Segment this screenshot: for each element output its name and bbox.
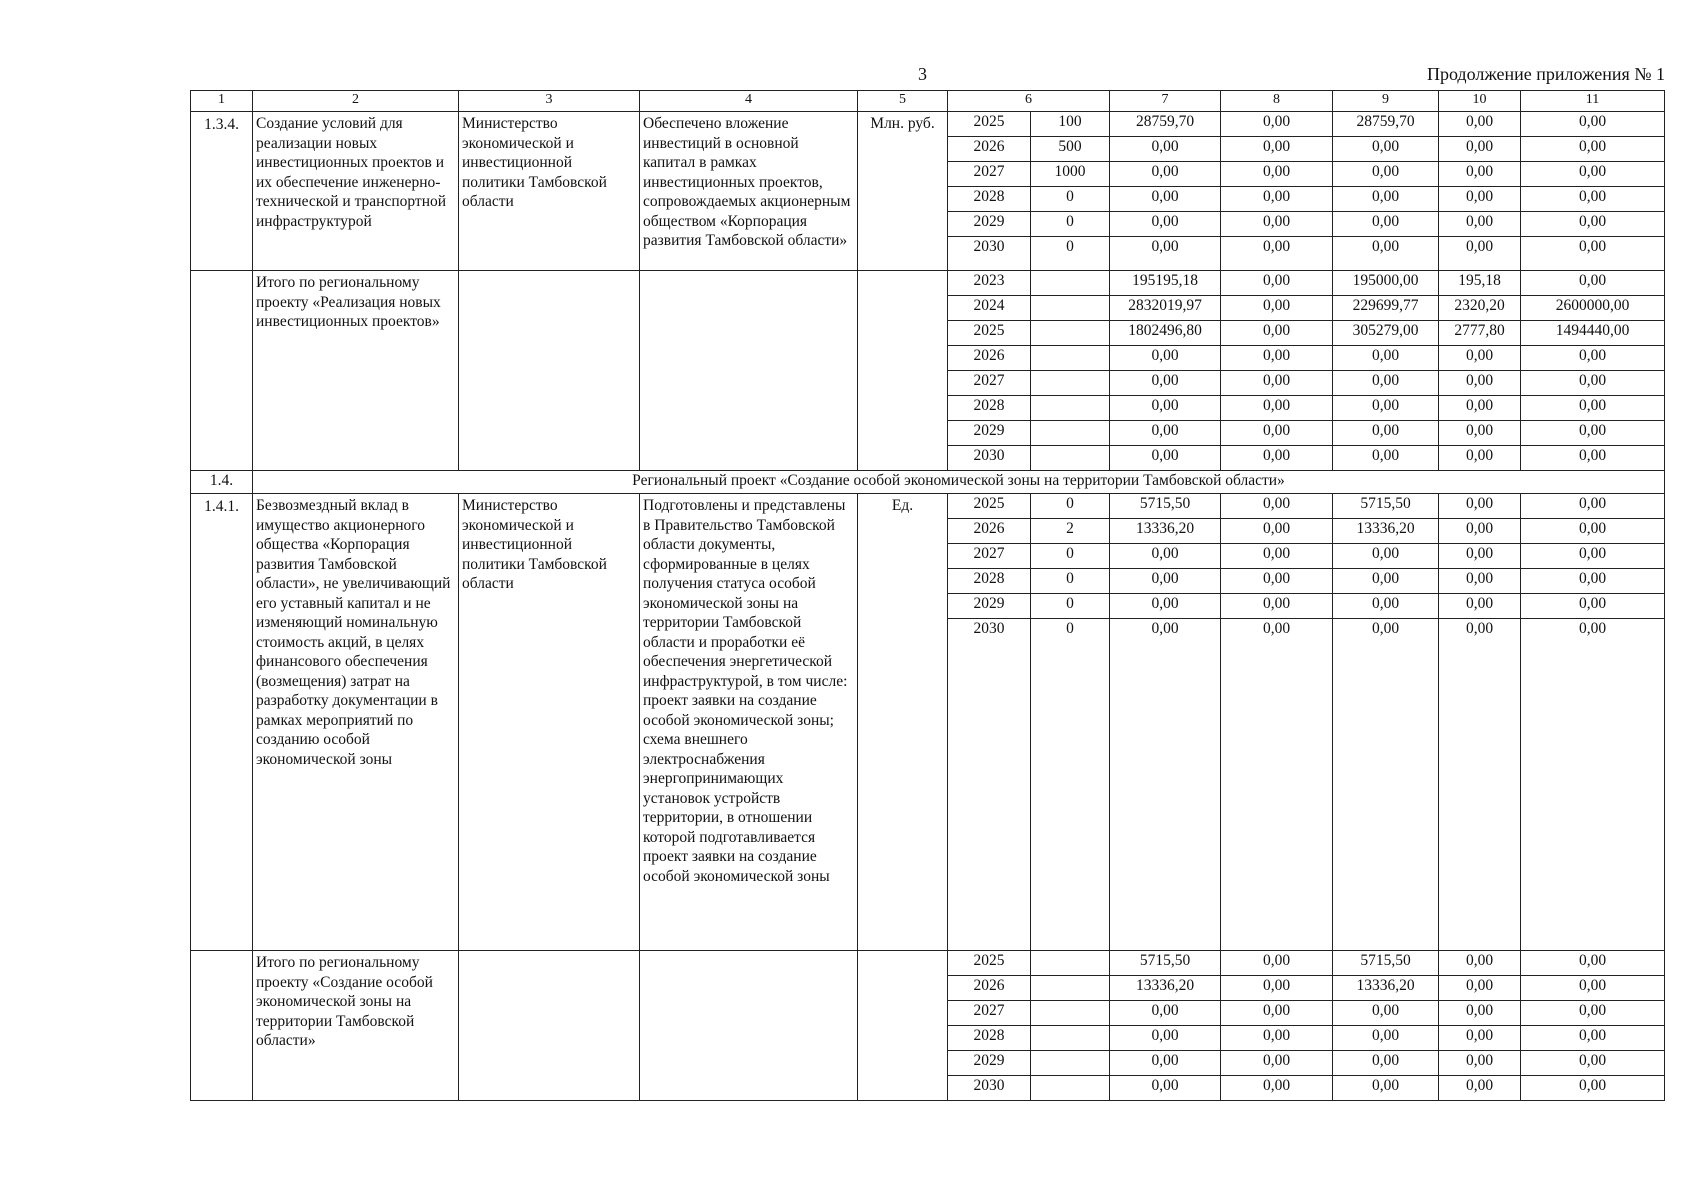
total-cell: 0,00 [1110,1001,1221,1026]
year-cell: 2029 [948,1051,1031,1076]
regional-cell: 0,00 [1333,237,1439,271]
year-cell: 2027 [948,1001,1031,1026]
total-cell: 0,00 [1110,237,1221,271]
page-number: 3 [918,64,927,84]
column-header: 3 [459,91,640,112]
federal-cell: 0,00 [1221,1026,1333,1051]
regional-cell: 0,00 [1333,187,1439,212]
regional-cell: 229699,77 [1333,296,1439,321]
indicator-value [1031,371,1110,396]
federal-cell: 0,00 [1221,346,1333,371]
federal-cell: 0,00 [1221,1076,1333,1101]
federal-cell: 0,00 [1221,112,1333,137]
local-cell: 0,00 [1439,446,1521,471]
year-cell: 2030 [948,237,1031,271]
extra-cell: 0,00 [1521,569,1665,594]
total-cell: 0,00 [1110,1076,1221,1101]
federal-cell: 0,00 [1221,594,1333,619]
local-cell: 0,00 [1439,569,1521,594]
federal-cell: 0,00 [1221,951,1333,976]
total-cell: 0,00 [1110,187,1221,212]
year-cell: 2029 [948,212,1031,237]
indicator-value [1031,421,1110,446]
indicator-value [1031,321,1110,346]
extra-cell: 0,00 [1521,137,1665,162]
unit [858,271,948,471]
year-cell: 2026 [948,519,1031,544]
extra-cell: 0,00 [1521,951,1665,976]
federal-cell: 0,00 [1221,976,1333,1001]
result [640,271,858,471]
section-code: 1.4. [191,471,253,494]
column-header: 4 [640,91,858,112]
total-cell: 1802496,80 [1110,321,1221,346]
total-cell: 0,00 [1110,346,1221,371]
indicator-value [1031,271,1110,296]
local-cell: 0,00 [1439,1001,1521,1026]
indicator-value: 0 [1031,187,1110,212]
regional-cell: 0,00 [1333,1076,1439,1101]
event-name: Итого по региональному проекту «Создание особой экономической зоны на территории Тамбовской области» [253,951,459,1101]
extra-cell: 2600000,00 [1521,296,1665,321]
year-cell: 2025 [948,112,1031,137]
column-header: 2 [253,91,459,112]
regional-cell: 0,00 [1333,544,1439,569]
column-header: 8 [1221,91,1333,112]
table-row [191,951,1665,976]
result: Обеспечено вложение инвестиций в основной капитал в рамках инвестиционных проектов, сопровождаемых акционерным обществом «Корпорация развития Тамбовской области» [640,112,858,271]
extra-cell: 0,00 [1521,421,1665,446]
extra-cell: 0,00 [1521,519,1665,544]
total-cell: 5715,50 [1110,494,1221,519]
extra-cell: 0,00 [1521,976,1665,1001]
year-cell: 2026 [948,137,1031,162]
federal-cell: 0,00 [1221,1001,1333,1026]
indicator-value: 2 [1031,519,1110,544]
table-row [191,494,1665,519]
executor [459,271,640,471]
year-cell: 2027 [948,162,1031,187]
regional-cell: 0,00 [1333,1051,1439,1076]
continuation-label: Продолжение приложения № 1 [1426,64,1665,84]
column-header: 9 [1333,91,1439,112]
federal-cell: 0,00 [1221,544,1333,569]
row-code: 1.4.1. [191,494,253,951]
extra-cell: 0,00 [1521,187,1665,212]
year-cell: 2027 [948,371,1031,396]
year-cell: 2029 [948,594,1031,619]
regional-cell: 0,00 [1333,162,1439,187]
total-cell: 0,00 [1110,137,1221,162]
total-cell: 0,00 [1110,446,1221,471]
event-name: Итого по региональному проекту «Реализация новых инвестиционных проектов» [253,271,459,471]
total-cell: 5715,50 [1110,951,1221,976]
extra-cell: 0,00 [1521,212,1665,237]
regional-cell: 5715,50 [1333,951,1439,976]
total-cell: 0,00 [1110,544,1221,569]
indicator-value: 1000 [1031,162,1110,187]
total-cell: 0,00 [1110,1026,1221,1051]
unit: Млн. руб. [858,112,948,271]
result: Подготовлены и представлены в Правительство Тамбовской области документы, сформированные в целях получения статуса особой экономической зоны на территории Тамбовской области и проработки её обеспечения энергетической инфраструктурой, в том числе: проект заявки на создание особой экономической зоны; схема внешнего электроснабжения энергопринимающих установок устройств территории, в отношении которой подготавливается проект заявки на создание особой экономической зоны [640,494,858,951]
regional-cell: 0,00 [1333,396,1439,421]
local-cell: 0,00 [1439,371,1521,396]
regional-cell: 0,00 [1333,346,1439,371]
indicator-value [1031,446,1110,471]
federal-cell: 0,00 [1221,187,1333,212]
local-cell: 0,00 [1439,237,1521,271]
local-cell: 0,00 [1439,346,1521,371]
row-code: 1.3.4. [191,112,253,271]
year-cell: 2023 [948,271,1031,296]
federal-cell: 0,00 [1221,237,1333,271]
indicator-value [1031,1076,1110,1101]
indicator-value: 0 [1031,212,1110,237]
local-cell: 0,00 [1439,544,1521,569]
column-header: 1 [191,91,253,112]
local-cell: 0,00 [1439,976,1521,1001]
result [640,951,858,1101]
total-cell: 0,00 [1110,421,1221,446]
table-row [191,112,1665,137]
federal-cell: 0,00 [1221,494,1333,519]
local-cell: 2777,80 [1439,321,1521,346]
extra-cell: 0,00 [1521,619,1665,951]
executor: Министерство экономической и инвестиционной политики Тамбовской области [459,112,640,271]
federal-cell: 0,00 [1221,569,1333,594]
indicator-value [1031,396,1110,421]
extra-cell: 0,00 [1521,112,1665,137]
total-cell: 0,00 [1110,162,1221,187]
local-cell: 0,00 [1439,212,1521,237]
local-cell: 0,00 [1439,112,1521,137]
extra-cell: 0,00 [1521,371,1665,396]
extra-cell: 0,00 [1521,494,1665,519]
total-cell: 28759,70 [1110,112,1221,137]
regional-cell: 0,00 [1333,1026,1439,1051]
indicator-value [1031,346,1110,371]
unit [858,951,948,1101]
local-cell: 0,00 [1439,1076,1521,1101]
year-cell: 2024 [948,296,1031,321]
regional-cell: 0,00 [1333,371,1439,396]
regional-cell: 0,00 [1333,619,1439,951]
budget-table [190,90,1665,1101]
federal-cell: 0,00 [1221,619,1333,951]
federal-cell: 0,00 [1221,519,1333,544]
local-cell: 0,00 [1439,137,1521,162]
executor [459,951,640,1101]
executor: Министерство экономической и инвестиционной политики Тамбовской области [459,494,640,951]
event-name: Создание условий для реализации новых инвестиционных проектов и их обеспечение инженерно-технической и транспортной инфраструктурой [253,112,459,271]
indicator-value: 0 [1031,594,1110,619]
indicator-value: 0 [1031,569,1110,594]
indicator-value [1031,296,1110,321]
local-cell: 0,00 [1439,519,1521,544]
local-cell: 0,00 [1439,396,1521,421]
local-cell: 0,00 [1439,1051,1521,1076]
extra-cell: 0,00 [1521,544,1665,569]
extra-cell: 0,00 [1521,1026,1665,1051]
row-code [191,951,253,1101]
total-cell: 2832019,97 [1110,296,1221,321]
regional-cell: 0,00 [1333,569,1439,594]
regional-cell: 0,00 [1333,421,1439,446]
table-row [191,271,1665,296]
section-title: Региональный проект «Создание особой экономической зоны на территории Тамбовской области» [253,471,1665,494]
regional-cell: 0,00 [1333,137,1439,162]
indicator-value [1031,1051,1110,1076]
federal-cell: 0,00 [1221,296,1333,321]
unit: Ед. [858,494,948,951]
extra-cell: 0,00 [1521,1051,1665,1076]
year-cell: 2029 [948,421,1031,446]
extra-cell: 0,00 [1521,1076,1665,1101]
regional-cell: 28759,70 [1333,112,1439,137]
local-cell: 0,00 [1439,494,1521,519]
local-cell: 0,00 [1439,619,1521,951]
year-cell: 2028 [948,1026,1031,1051]
extra-cell: 0,00 [1521,396,1665,421]
indicator-value [1031,1001,1110,1026]
total-cell: 0,00 [1110,594,1221,619]
year-cell: 2028 [948,396,1031,421]
extra-cell: 0,00 [1521,271,1665,296]
extra-cell: 0,00 [1521,1001,1665,1026]
total-cell: 13336,20 [1110,976,1221,1001]
total-cell: 0,00 [1110,371,1221,396]
local-cell: 2320,20 [1439,296,1521,321]
local-cell: 0,00 [1439,594,1521,619]
regional-cell: 13336,20 [1333,519,1439,544]
section-row [191,471,1665,494]
year-cell: 2028 [948,569,1031,594]
total-cell: 0,00 [1110,1051,1221,1076]
indicator-value: 0 [1031,619,1110,951]
local-cell: 0,00 [1439,1026,1521,1051]
indicator-value: 0 [1031,544,1110,569]
federal-cell: 0,00 [1221,1051,1333,1076]
extra-cell: 0,00 [1521,237,1665,271]
indicator-value: 100 [1031,112,1110,137]
year-cell: 2027 [948,544,1031,569]
total-cell: 0,00 [1110,569,1221,594]
year-cell: 2026 [948,976,1031,1001]
federal-cell: 0,00 [1221,212,1333,237]
column-header: 11 [1521,91,1665,112]
year-cell: 2030 [948,1076,1031,1101]
indicator-value [1031,1026,1110,1051]
indicator-value: 500 [1031,137,1110,162]
federal-cell: 0,00 [1221,396,1333,421]
regional-cell: 0,00 [1333,594,1439,619]
total-cell: 0,00 [1110,212,1221,237]
local-cell: 0,00 [1439,162,1521,187]
federal-cell: 0,00 [1221,162,1333,187]
federal-cell: 0,00 [1221,371,1333,396]
federal-cell: 0,00 [1221,421,1333,446]
column-header: 5 [858,91,948,112]
regional-cell: 0,00 [1333,1001,1439,1026]
total-cell: 195195,18 [1110,271,1221,296]
extra-cell: 0,00 [1521,162,1665,187]
event-name: Безвозмездный вклад в имущество акционерного общества «Корпорация развития Тамбовской области», не увеличивающий его уставный капитал и не изменяющий номинальную стоимость акций, в целях финансового обеспечения (возмещения) затрат на разработку документации в рамках мероприятий по созданию особой экономической зоны [253,494,459,951]
year-cell: 2028 [948,187,1031,212]
extra-cell: 0,00 [1521,594,1665,619]
indicator-value: 0 [1031,237,1110,271]
extra-cell: 1494440,00 [1521,321,1665,346]
column-header: 6 [948,91,1110,112]
regional-cell: 195000,00 [1333,271,1439,296]
federal-cell: 0,00 [1221,446,1333,471]
year-cell: 2030 [948,446,1031,471]
year-cell: 2025 [948,951,1031,976]
column-header: 10 [1439,91,1521,112]
total-cell: 13336,20 [1110,519,1221,544]
indicator-value [1031,951,1110,976]
total-cell: 0,00 [1110,619,1221,951]
year-cell: 2025 [948,321,1031,346]
federal-cell: 0,00 [1221,271,1333,296]
header-row [191,91,1665,112]
extra-cell: 0,00 [1521,346,1665,371]
regional-cell: 0,00 [1333,212,1439,237]
total-cell: 0,00 [1110,396,1221,421]
federal-cell: 0,00 [1221,321,1333,346]
regional-cell: 13336,20 [1333,976,1439,1001]
local-cell: 0,00 [1439,187,1521,212]
local-cell: 0,00 [1439,951,1521,976]
regional-cell: 5715,50 [1333,494,1439,519]
regional-cell: 0,00 [1333,446,1439,471]
extra-cell: 0,00 [1521,446,1665,471]
indicator-value: 0 [1031,494,1110,519]
federal-cell: 0,00 [1221,137,1333,162]
year-cell: 2025 [948,494,1031,519]
row-code [191,271,253,471]
column-header: 7 [1110,91,1221,112]
regional-cell: 305279,00 [1333,321,1439,346]
year-cell: 2030 [948,619,1031,951]
indicator-value [1031,976,1110,1001]
local-cell: 195,18 [1439,271,1521,296]
year-cell: 2026 [948,346,1031,371]
local-cell: 0,00 [1439,421,1521,446]
